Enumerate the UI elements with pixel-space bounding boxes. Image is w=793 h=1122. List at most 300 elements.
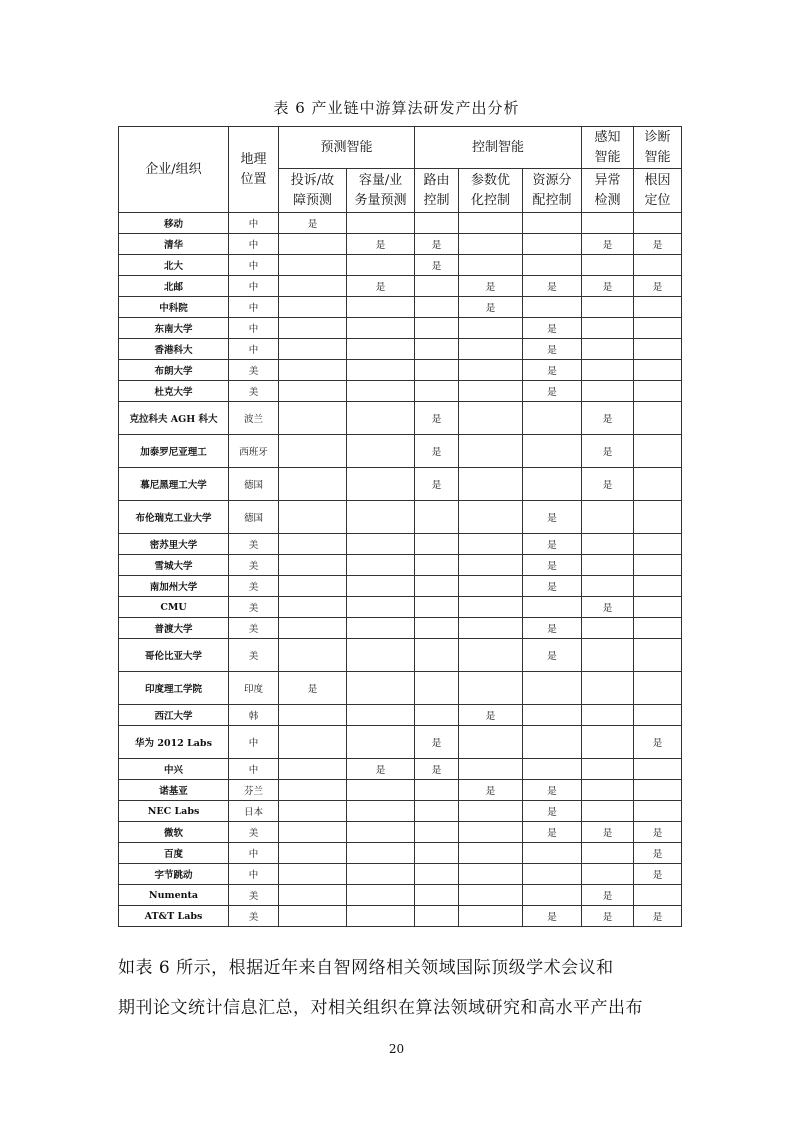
- location-cell: 中: [229, 843, 279, 864]
- value-cell: [634, 597, 682, 618]
- org-cell: Numenta: [119, 885, 229, 906]
- value-cell: [582, 726, 634, 759]
- value-cell: [347, 255, 415, 276]
- org-cell: 香港科大: [119, 339, 229, 360]
- value-cell: 是: [347, 234, 415, 255]
- location-cell: 中: [229, 255, 279, 276]
- location-cell: 美: [229, 618, 279, 639]
- value-cell: [415, 360, 459, 381]
- table-row: [119, 297, 682, 318]
- value-cell: [279, 381, 347, 402]
- value-cell: 是: [347, 276, 415, 297]
- value-cell: 是: [523, 360, 582, 381]
- org-cell: 移动: [119, 213, 229, 234]
- table-row: [119, 705, 682, 726]
- org-cell: 北大: [119, 255, 229, 276]
- value-cell: [347, 213, 415, 234]
- value-cell: [634, 468, 682, 501]
- value-cell: [459, 555, 523, 576]
- org-cell: 中科院: [119, 297, 229, 318]
- value-cell: [459, 576, 523, 597]
- value-cell: [279, 402, 347, 435]
- value-cell: [347, 726, 415, 759]
- value-cell: [347, 906, 415, 927]
- value-cell: [347, 360, 415, 381]
- value-cell: [523, 468, 582, 501]
- value-cell: [523, 672, 582, 705]
- org-cell: 南加州大学: [119, 576, 229, 597]
- value-cell: [279, 435, 347, 468]
- value-cell: [634, 672, 682, 705]
- table-row: [119, 618, 682, 639]
- value-cell: 是: [415, 726, 459, 759]
- value-cell: [582, 759, 634, 780]
- value-cell: 是: [459, 780, 523, 801]
- value-cell: [582, 360, 634, 381]
- value-cell: [459, 468, 523, 501]
- header-perception-label: 感知 智能: [594, 129, 621, 165]
- value-cell: [415, 276, 459, 297]
- value-cell: 是: [523, 276, 582, 297]
- value-cell: [634, 780, 682, 801]
- value-cell: [634, 501, 682, 534]
- location-cell: 印度: [229, 672, 279, 705]
- subheader-label: 路由 控制: [423, 172, 450, 208]
- value-cell: [415, 885, 459, 906]
- location-cell: 美: [229, 885, 279, 906]
- value-cell: 是: [415, 234, 459, 255]
- value-cell: [415, 318, 459, 339]
- value-cell: [415, 618, 459, 639]
- location-cell: 美: [229, 597, 279, 618]
- value-cell: [582, 255, 634, 276]
- value-cell: [459, 618, 523, 639]
- value-cell: [459, 318, 523, 339]
- subheader-complaint-fault: [279, 169, 347, 213]
- table-row: [119, 276, 682, 297]
- value-cell: [634, 255, 682, 276]
- value-cell: [459, 381, 523, 402]
- org-cell: 布朗大学: [119, 360, 229, 381]
- table-row: [119, 255, 682, 276]
- org-cell: 布伦瑞克工业大学: [119, 501, 229, 534]
- value-cell: [279, 726, 347, 759]
- value-cell: [279, 555, 347, 576]
- header-perception: [582, 127, 634, 169]
- org-cell: 杜克大学: [119, 381, 229, 402]
- value-cell: [415, 297, 459, 318]
- value-cell: [347, 435, 415, 468]
- header-org-label: 企业/组织: [145, 161, 202, 177]
- value-cell: [279, 759, 347, 780]
- value-cell: 是: [459, 276, 523, 297]
- table-row: [119, 555, 682, 576]
- value-cell: [459, 255, 523, 276]
- value-cell: [347, 381, 415, 402]
- header-control-label: 控制智能: [472, 139, 525, 155]
- value-cell: [279, 576, 347, 597]
- value-cell: [459, 597, 523, 618]
- value-cell: 是: [415, 402, 459, 435]
- value-cell: 是: [523, 576, 582, 597]
- value-cell: 是: [634, 843, 682, 864]
- value-cell: [582, 534, 634, 555]
- value-cell: [459, 822, 523, 843]
- value-cell: [634, 759, 682, 780]
- value-cell: 是: [279, 213, 347, 234]
- value-cell: 是: [347, 759, 415, 780]
- subheader-root-cause: [634, 169, 682, 213]
- value-cell: [347, 843, 415, 864]
- value-cell: 是: [634, 822, 682, 843]
- org-cell: 微软: [119, 822, 229, 843]
- value-cell: [634, 555, 682, 576]
- table-row: [119, 885, 682, 906]
- value-cell: [279, 780, 347, 801]
- value-cell: 是: [582, 468, 634, 501]
- value-cell: [582, 864, 634, 885]
- value-cell: 是: [582, 276, 634, 297]
- location-cell: 中: [229, 726, 279, 759]
- header-org: [119, 127, 229, 213]
- value-cell: 是: [634, 276, 682, 297]
- org-cell: 哥伦比亚大学: [119, 639, 229, 672]
- table-row: [119, 576, 682, 597]
- table-row: [119, 597, 682, 618]
- value-cell: [634, 435, 682, 468]
- value-cell: [415, 501, 459, 534]
- value-cell: [279, 705, 347, 726]
- table-row: [119, 843, 682, 864]
- value-cell: [415, 705, 459, 726]
- location-cell: 中: [229, 213, 279, 234]
- value-cell: [347, 864, 415, 885]
- value-cell: [582, 618, 634, 639]
- location-cell: 中: [229, 318, 279, 339]
- value-cell: [279, 801, 347, 822]
- value-cell: [415, 555, 459, 576]
- org-cell: 诺基亚: [119, 780, 229, 801]
- location-cell: 韩: [229, 705, 279, 726]
- value-cell: 是: [523, 618, 582, 639]
- value-cell: 是: [415, 468, 459, 501]
- subheader-label: 投诉/故 障预测: [290, 172, 335, 208]
- value-cell: [347, 705, 415, 726]
- algorithm-output-table: [118, 126, 682, 927]
- table-row: [119, 468, 682, 501]
- value-cell: 是: [279, 672, 347, 705]
- value-cell: [415, 780, 459, 801]
- value-cell: [279, 468, 347, 501]
- value-cell: 是: [582, 435, 634, 468]
- value-cell: [347, 780, 415, 801]
- value-cell: [415, 339, 459, 360]
- subheader-label: 参数优 化控制: [471, 172, 511, 208]
- value-cell: [523, 234, 582, 255]
- value-cell: 是: [634, 726, 682, 759]
- value-cell: [523, 705, 582, 726]
- value-cell: [459, 726, 523, 759]
- value-cell: [279, 885, 347, 906]
- value-cell: 是: [523, 801, 582, 822]
- value-cell: [523, 297, 582, 318]
- location-cell: 西班牙: [229, 435, 279, 468]
- org-cell: 东南大学: [119, 318, 229, 339]
- value-cell: [459, 801, 523, 822]
- value-cell: 是: [523, 555, 582, 576]
- value-cell: [634, 360, 682, 381]
- value-cell: [459, 360, 523, 381]
- value-cell: 是: [523, 780, 582, 801]
- location-cell: 中: [229, 759, 279, 780]
- value-cell: [347, 297, 415, 318]
- header-prediction: [279, 127, 415, 169]
- org-cell: 华为 2012 Labs: [119, 726, 229, 759]
- location-cell: 美: [229, 639, 279, 672]
- value-cell: 是: [634, 864, 682, 885]
- org-cell: 密苏里大学: [119, 534, 229, 555]
- value-cell: 是: [523, 639, 582, 672]
- table-row: [119, 801, 682, 822]
- value-cell: [279, 339, 347, 360]
- value-cell: 是: [582, 885, 634, 906]
- value-cell: [634, 885, 682, 906]
- value-cell: [415, 597, 459, 618]
- value-cell: 是: [523, 534, 582, 555]
- value-cell: 是: [582, 402, 634, 435]
- org-cell: CMU: [119, 597, 229, 618]
- org-cell: 字节跳动: [119, 864, 229, 885]
- value-cell: 是: [582, 597, 634, 618]
- subheader-capacity-traffic: [347, 169, 415, 213]
- value-cell: 是: [634, 234, 682, 255]
- org-cell: NEC Labs: [119, 801, 229, 822]
- location-cell: 波兰: [229, 402, 279, 435]
- value-cell: [347, 501, 415, 534]
- value-cell: [634, 639, 682, 672]
- value-cell: [347, 576, 415, 597]
- value-cell: [279, 234, 347, 255]
- location-cell: 美: [229, 381, 279, 402]
- value-cell: [634, 402, 682, 435]
- value-cell: [523, 864, 582, 885]
- location-cell: 中: [229, 234, 279, 255]
- value-cell: [634, 297, 682, 318]
- value-cell: 是: [523, 906, 582, 927]
- location-cell: 中: [229, 276, 279, 297]
- table-row: [119, 501, 682, 534]
- value-cell: [415, 672, 459, 705]
- value-cell: [582, 576, 634, 597]
- body-paragraph-line-2: 期刊论文统计信息汇总，对相关组织在算法领域研究和高水平产出布: [118, 998, 643, 1018]
- value-cell: [523, 597, 582, 618]
- value-cell: [582, 672, 634, 705]
- table-row: [119, 381, 682, 402]
- value-cell: [582, 501, 634, 534]
- table-row: [119, 726, 682, 759]
- table-row: [119, 672, 682, 705]
- value-cell: 是: [523, 501, 582, 534]
- value-cell: [459, 501, 523, 534]
- value-cell: [279, 843, 347, 864]
- value-cell: [582, 213, 634, 234]
- value-cell: [415, 639, 459, 672]
- value-cell: [347, 402, 415, 435]
- table-body: [119, 213, 682, 927]
- org-cell: 印度理工学院: [119, 672, 229, 705]
- value-cell: [347, 555, 415, 576]
- value-cell: [523, 726, 582, 759]
- org-cell: AT&T Labs: [119, 906, 229, 927]
- table-caption: 表 6 产业链中游算法研发产出分析: [273, 99, 520, 117]
- value-cell: [459, 864, 523, 885]
- value-cell: [279, 822, 347, 843]
- location-cell: 美: [229, 360, 279, 381]
- value-cell: [523, 759, 582, 780]
- value-cell: [347, 822, 415, 843]
- value-cell: [634, 705, 682, 726]
- value-cell: [634, 534, 682, 555]
- value-cell: [459, 672, 523, 705]
- location-cell: 德国: [229, 501, 279, 534]
- value-cell: [582, 705, 634, 726]
- value-cell: [459, 234, 523, 255]
- value-cell: [347, 468, 415, 501]
- value-cell: [634, 318, 682, 339]
- value-cell: [347, 885, 415, 906]
- org-cell: 百度: [119, 843, 229, 864]
- value-cell: [582, 843, 634, 864]
- table-row: [119, 318, 682, 339]
- table-row: [119, 822, 682, 843]
- table-row: [119, 534, 682, 555]
- subheader-label: 根因 定位: [644, 172, 671, 208]
- value-cell: 是: [415, 435, 459, 468]
- table-row: [119, 639, 682, 672]
- subheader-label: 容量/业 务量预测: [354, 172, 407, 208]
- location-cell: 美: [229, 555, 279, 576]
- value-cell: [347, 534, 415, 555]
- value-cell: [347, 339, 415, 360]
- value-cell: [634, 381, 682, 402]
- value-cell: [459, 639, 523, 672]
- value-cell: [347, 618, 415, 639]
- value-cell: [279, 906, 347, 927]
- value-cell: [347, 639, 415, 672]
- value-cell: 是: [634, 906, 682, 927]
- location-cell: 中: [229, 864, 279, 885]
- location-cell: 美: [229, 534, 279, 555]
- org-cell: 中兴: [119, 759, 229, 780]
- value-cell: [634, 339, 682, 360]
- table-row: [119, 759, 682, 780]
- value-cell: [582, 780, 634, 801]
- org-cell: 普渡大学: [119, 618, 229, 639]
- value-cell: [279, 864, 347, 885]
- subheader-label: 异常 检测: [594, 172, 621, 208]
- header-prediction-label: 预测智能: [320, 139, 373, 155]
- org-cell: 北邮: [119, 276, 229, 297]
- value-cell: [582, 639, 634, 672]
- subheader-label: 资源分 配控制: [532, 172, 572, 208]
- table-row: [119, 780, 682, 801]
- table-row: [119, 234, 682, 255]
- value-cell: 是: [582, 906, 634, 927]
- table-row: [119, 339, 682, 360]
- value-cell: [347, 597, 415, 618]
- value-cell: [634, 213, 682, 234]
- value-cell: 是: [459, 297, 523, 318]
- subheader-parameter: [459, 169, 523, 213]
- table-row: [119, 213, 682, 234]
- org-cell: 清华: [119, 234, 229, 255]
- value-cell: [582, 297, 634, 318]
- table-row: [119, 906, 682, 927]
- value-cell: [279, 255, 347, 276]
- value-cell: [279, 597, 347, 618]
- location-cell: 美: [229, 906, 279, 927]
- value-cell: [634, 576, 682, 597]
- value-cell: [523, 213, 582, 234]
- subheader-anomaly: [582, 169, 634, 213]
- value-cell: [415, 822, 459, 843]
- value-cell: [279, 276, 347, 297]
- header-control: [415, 127, 582, 169]
- value-cell: [459, 534, 523, 555]
- value-cell: [347, 318, 415, 339]
- location-cell: 中: [229, 339, 279, 360]
- value-cell: 是: [582, 234, 634, 255]
- value-cell: 是: [582, 822, 634, 843]
- value-cell: [279, 639, 347, 672]
- value-cell: [415, 906, 459, 927]
- value-cell: [415, 534, 459, 555]
- header-location-label: 地理 位置: [240, 151, 267, 187]
- value-cell: [582, 339, 634, 360]
- value-cell: 是: [415, 255, 459, 276]
- org-cell: 雪城大学: [119, 555, 229, 576]
- header-location: [229, 127, 279, 213]
- value-cell: 是: [523, 822, 582, 843]
- value-cell: 是: [415, 759, 459, 780]
- value-cell: [415, 864, 459, 885]
- value-cell: [279, 501, 347, 534]
- value-cell: [582, 801, 634, 822]
- value-cell: [347, 801, 415, 822]
- value-cell: 是: [523, 339, 582, 360]
- value-cell: [523, 402, 582, 435]
- location-cell: 美: [229, 576, 279, 597]
- value-cell: [523, 255, 582, 276]
- org-cell: 西江大学: [119, 705, 229, 726]
- value-cell: [415, 381, 459, 402]
- value-cell: [459, 843, 523, 864]
- value-cell: [415, 843, 459, 864]
- value-cell: [415, 801, 459, 822]
- value-cell: [582, 555, 634, 576]
- value-cell: [634, 618, 682, 639]
- value-cell: [279, 534, 347, 555]
- location-cell: 芬兰: [229, 780, 279, 801]
- table-row: [119, 435, 682, 468]
- org-cell: 慕尼黑理工大学: [119, 468, 229, 501]
- table-row: [119, 864, 682, 885]
- value-cell: [279, 297, 347, 318]
- subheader-routing: [415, 169, 459, 213]
- value-cell: [459, 435, 523, 468]
- location-cell: 中: [229, 297, 279, 318]
- value-cell: [415, 576, 459, 597]
